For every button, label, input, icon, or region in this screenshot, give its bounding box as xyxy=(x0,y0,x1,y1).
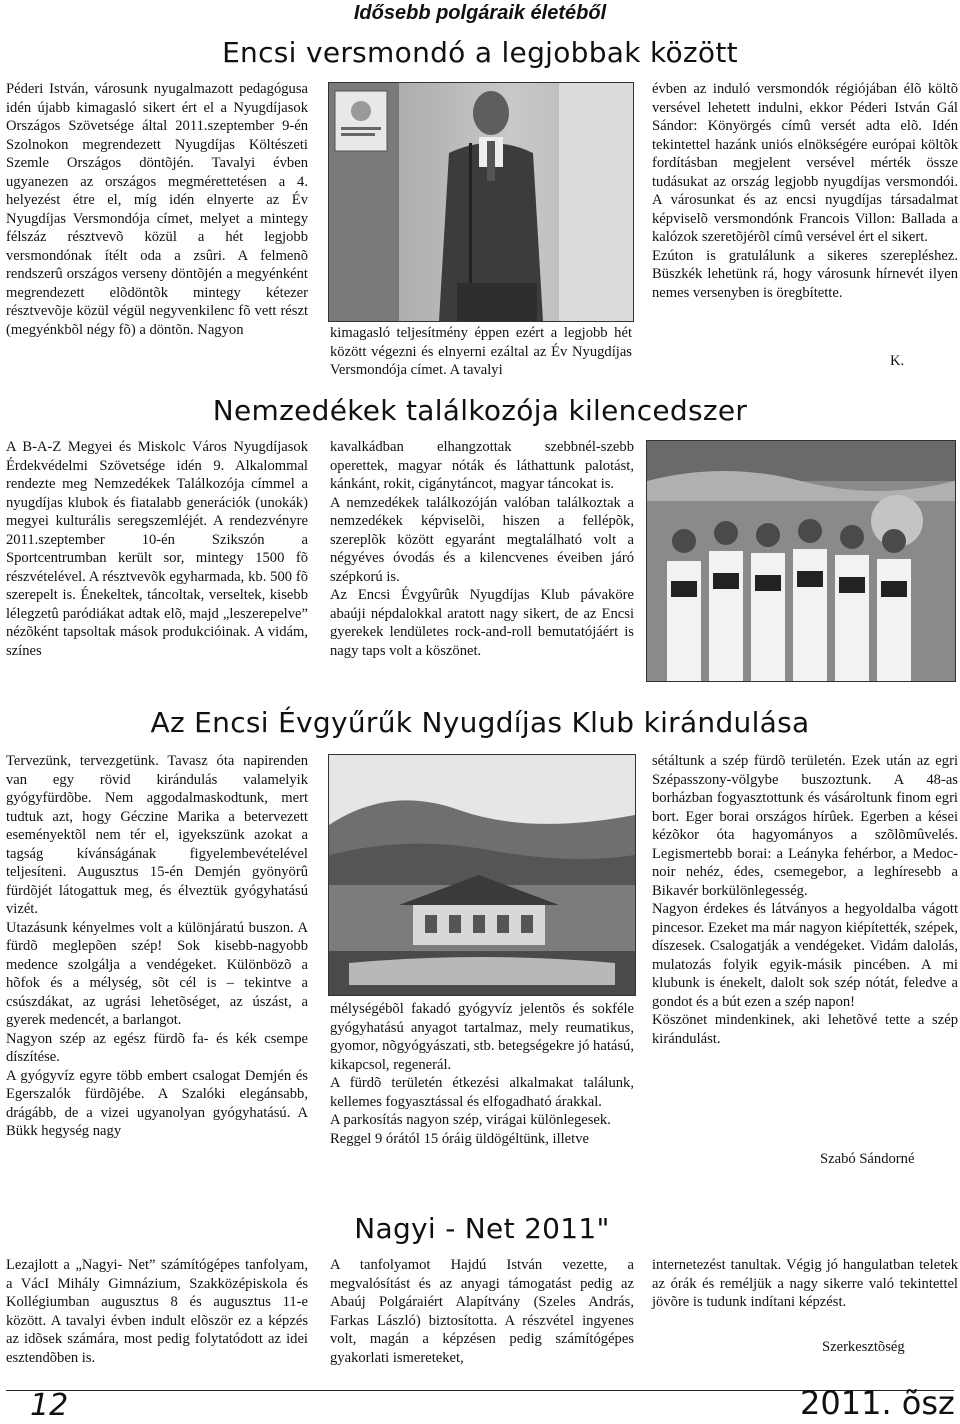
article2-col1 xyxy=(6,438,308,660)
article4-col2 xyxy=(330,1256,634,1367)
article4-col1-text: Lezajlott a „Nagyi- Net” számítógépes tanfolyam, a VácI Mihály Gimnázium, Szakközépiskola és Kollégiumban augusztus 8 és augusztus 11-e között. A tavalyi évben indult elõször ez a képzés az idõsek számára, most pedig folytatódott az idei esztendõben is. xyxy=(6,1257,308,1366)
article3-col2-p4: Reggel 9 órától 15 óráig üldögéltünk, illetve xyxy=(330,1130,589,1147)
issue-label: 2011. õsz xyxy=(800,1384,955,1422)
article3-col3 xyxy=(652,752,958,1048)
article3-col1 xyxy=(6,752,308,1141)
article4-signature: Szerkesztõség xyxy=(822,1339,905,1355)
article2-col1-text: A B-A-Z Megyei és Miskolc Város Nyugdíjasok Érdekvédelmi Szövetsége idén 9. Alkalommal rendezte meg Nemzedékek Találkozója címmel a nyugdíjas klubok és fiatalabb generációk (unokák) megyei kulturális seregszemléjét. A rendezvényre 2011.szeptember 10-én Szikszón a Sportcentrumban került sor, mintegy 1500 fõ részvételével. A résztvevõk egyharmada, kb. 500 fõ szerepelt is. Énekeltek, táncoltak, verseltek, kisebb lélegzetû paródiákat adtak elõ, majd „leszerepelve” nézõként tapsoltak mások produkcióinak. A vidám, színes xyxy=(6,439,308,659)
article3-col1-p3: Nagyon szép az egész fürdõ fa- és kék csempe díszítése. xyxy=(6,1030,308,1065)
article1-col2-text: kimagasló teljesítmény éppen ezért a legjobb hét között végezni és elnyerni ezáltal az Év Nyugdíjas Versmondója címet. A tavalyi xyxy=(330,325,632,378)
photo-choir-image xyxy=(647,441,955,681)
article1-col1 xyxy=(6,80,308,339)
article3-col3-p1: sétáltunk a szép fürdõ területén. Ezek után az egri Szépasszony-völgybe buszoztunk. A 48-as borházban fogyasztottunk és vásároltunk finom egri bort. Eger borai országos hírûek. Egerben a kései kézõkor óta hagyományos a szõlõmûvelés. Legismertebb borai: a Leányka fehérbor, a Medoc-noir nehéz, édes, csemegebor, a leghíresebb a Bikavér borkülönlegesség. xyxy=(652,753,958,899)
article1-col2 xyxy=(330,324,632,380)
article3-col1-p1: Tervezünk, tervezgetünk. Tavasz óta napirenden van egy rövid kirándulás valamelyik gyógyfürdõbe. Nem aggodalmaskodtunk, mert tudtuk azt, hogy Géczine Marika a betervezett eseményektõl nem tér el, igyekszünk azokat a tagság kívánságának figyelembevételével teljesíteni. Augusztus 15-én Demjén gyönyörû fürdõjét látogattuk meg, és élveztük gyógyhatású vizét. xyxy=(6,753,308,917)
section-kicker: Idősebb polgáraik életéből xyxy=(353,2,607,24)
article4-col3-text: internetezést tanultak. Végig jó hangulatban teletek az órák és reméljük a nagy sikerre való tekintettel jövõre is tudunk indítani képzést. xyxy=(652,1257,958,1310)
article2-col2-p2: A nemzedékek találkozóján valóban találkoztak a nemzedékek képviselõi, hiszen a fellépõk, szereplõk között egyaránt megtalálható volt a négyéves óvodás és a kilencvenes éveiben járó szépkorú is. xyxy=(330,494,634,585)
article3-col2-p3: A parkosítás nagyon szép, virágai különlegesek. xyxy=(330,1112,611,1128)
headline-kirandulas: Az Encsi Évgyűrűk Nyugdíjas Klub kirándulása xyxy=(150,706,810,739)
photo-spa-image xyxy=(329,755,635,995)
article3-col1-p2: Utazásunk kényelmes volt a különjáratú buszon. A fürdõ meglepõen szép! Sok kisebb-nagyobb medence szolgálja a vendégeket. Különbözõ a hõfok és a mélység, sõt cél is – tekintve a csúszdákat, az ugrási lehetõséget, az úszást, a gyerek medencét, a barlangot. xyxy=(6,919,308,1028)
article1-signature: K. xyxy=(890,353,905,369)
article1-col3 xyxy=(652,80,958,302)
article4-col3 xyxy=(652,1256,958,1312)
photo-choir xyxy=(646,440,956,682)
headline-nagyinet: Nagyi - Net 2011" xyxy=(354,1212,610,1245)
article1-col3-p2: Ezúton is gratulálunk a sikeres szerepléshez. Büszkék lehetünk rá, hogy városunk hírnevét ilyen nemes versenyben is öregbítette. xyxy=(652,247,958,301)
headline-versmondo: Encsi versmondó a legjobbak között xyxy=(222,36,738,69)
article3-col1-p4: A gyógyvíz egyre több embert csalogat Demjén és Egerszalók fürdõjébe. A Szalóki elegánsabb, drágább, de a vizei ugyanolyan gyógyhatású. A Bükk hegység nagy xyxy=(6,1067,308,1139)
photo-reciter xyxy=(328,82,634,322)
article1-col3-p1: évben az induló versmondók régiójában élõ költõ versével lehetett indulni, ekkor Péderi István Gál Sándor: Könyörgés címû versét adta elõ. Idén tekintettel hazánk uniós elnökségére európai költõk fordításban megjelent versével mérték össze tudásukat az ország legjobb nyugdíjas versmondói. A városunkat és az encsi nyugdíjas társadalmat képviselõ versmondónk Francois Villon: Ballada a kalózok szeretõjérõl címû versével ért el sikert. xyxy=(652,81,958,245)
article3-col3-p3: Köszönet mindenkinek, aki lehetõvé tette a szép kirándulást. xyxy=(652,1012,958,1047)
article2-col2-p1: kavalkádban elhangzottak szebbnél-szebb operettek, magyar nóták és láthattunk palotást, kánkánt, rokit, cigánytáncot, magyar táncokat is. xyxy=(330,439,634,492)
photo-spa xyxy=(328,754,636,996)
article3-col3-p2: Nagyon érdekes és látványos a hegyoldalba vágott pincesor. Ezeket ma már nagyon kiépítették, szépek, díszesek. Csalogatják a vendégeket. Vidám dalolás, mulatozás folyik egyik-másik pincében. A mi klubunk is énekelt, dalolt sok szép nótát, feledve a gondot és a bút ezen a szép napon! xyxy=(652,901,958,1010)
article2-col2-p3: Az Encsi Évgyûrûk Nyugdíjas Klub pávaköre abaúji népdalokkal aratott nagy sikert, de az Encsi gyerekek lendületes rock-and-roll bemutatójáért is nagy taps volt a köszönet. xyxy=(330,587,634,659)
article4-col2-text: A tanfolyamot Hajdú István vezette, a megvalósítást és az anyagi támogatást pedig az Abaúj Polgáraiért Alapítvány (Szeles András, Farkas László) biztosította. A részvétel ingyenes volt, magán a képzésen pedig számítógépes gyakorlati ismereteket, xyxy=(330,1257,634,1366)
page-number: 12 xyxy=(30,1388,69,1423)
article1-col1-text: Péderi István, városunk nyugalmazott pedagógusa idén újabb kimagasló sikert ért el a Nyugdíjasok Országos Szövetsége által 2011.szeptember 9-én Szolnokon megrendezett Nyugdíjas Költészeti Szemle Országos döntõjén. Tavalyi évben ugyanezen az országos megmérettetésen a 4. helyezést étre el, míg idén elnyerte az Év Nyugdíjas Versmondója címet, melyet a mintegy félszáz résztvevõ közül a hét legjobb versmondónak ítélt oda a zsûri. A felmenõ rendszerû országos verseny döntõjén a megyénként megrendezett elõdöntõk mintegy kétezer résztvevõje közül végül negyvenkilenc fõ vett részt (megyénkbõl négy fõ) a döntõn. Nagyon xyxy=(6,81,308,338)
article3-col2-p1: mélységébõl fakadó gyógyvíz jelentõs és sokféle gyógyhatású anyagot tartalmaz, mely reumatikus, gyomor, nõgyógyászati, stb. betegségekre jó hatású, kikapcsol, regenerál. xyxy=(330,1001,634,1073)
article3-col2 xyxy=(330,1000,634,1148)
article4-col1 xyxy=(6,1256,308,1367)
article2-col2 xyxy=(330,438,634,660)
photo-reciter-image xyxy=(329,83,633,321)
article3-signature: Szabó Sándorné xyxy=(820,1151,915,1167)
headline-nemzedekek: Nemzedékek találkozója kilencedszer xyxy=(212,394,748,427)
article3-col2-p2: A fürdõ területén étkezési alkalmakat találunk, kellemes fogyasztással és elfogadható árakkal. xyxy=(330,1075,634,1110)
